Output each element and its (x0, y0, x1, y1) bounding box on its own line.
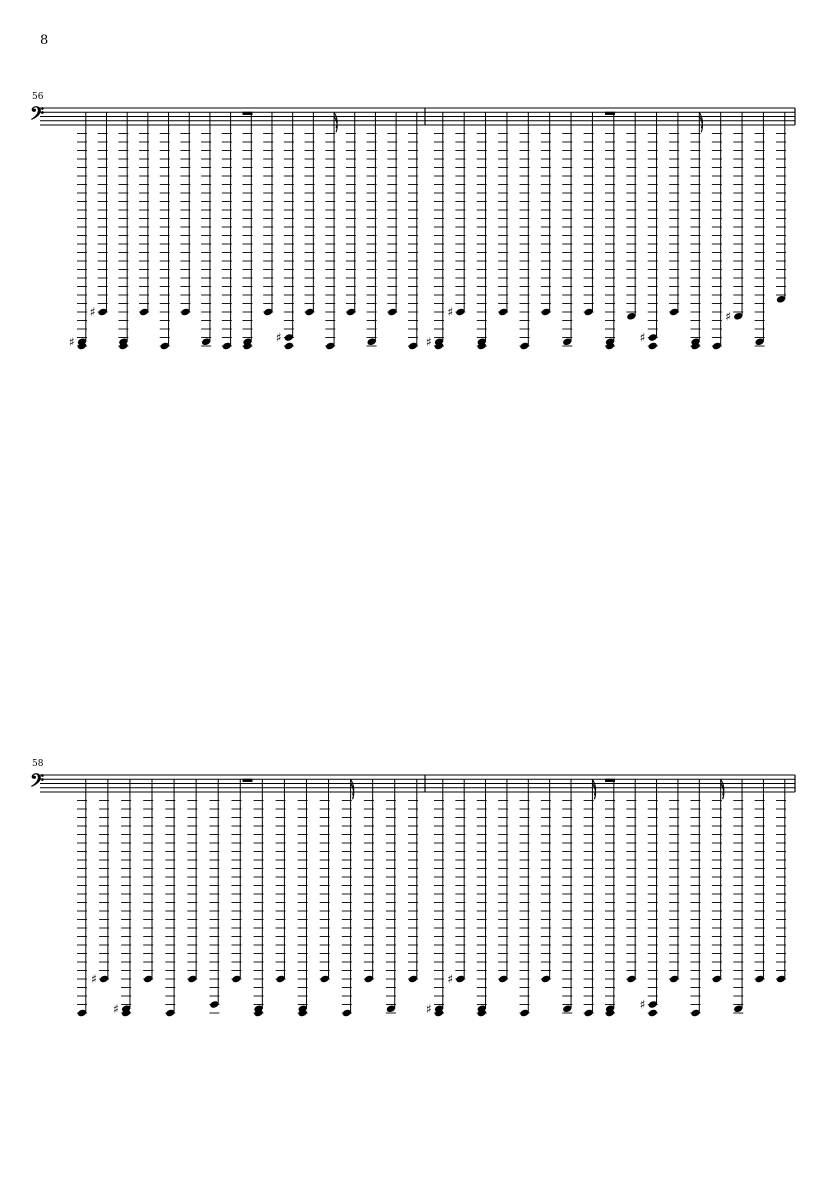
bass-clef-icon: 𝄢 (30, 104, 45, 129)
sharp-icon: ♯ (426, 334, 432, 349)
sharp-icon: ♯ (639, 330, 646, 345)
note-head (648, 1009, 658, 1018)
sharp-icon: ♯ (725, 309, 732, 324)
note-head (648, 342, 658, 351)
measure-number: 58 (32, 759, 44, 769)
bass-clef-icon: 𝄢 (30, 771, 45, 796)
whole-rest-icon (243, 779, 253, 782)
measure-number: 56 (32, 92, 44, 102)
page-number: 8 (40, 33, 49, 48)
note-head (284, 342, 294, 351)
sharp-icon: ♯ (447, 305, 454, 319)
sharp-icon: ♯ (639, 997, 646, 1012)
sharp-icon: ♯ (447, 972, 454, 986)
sharp-icon: ♯ (113, 1001, 119, 1016)
sharp-icon: ♯ (426, 1001, 432, 1016)
sharp-icon: ♯ (89, 305, 96, 319)
sharp-icon: ♯ (69, 334, 75, 349)
sharp-icon: ♯ (275, 330, 282, 345)
sharp-icon: ♯ (91, 972, 97, 986)
